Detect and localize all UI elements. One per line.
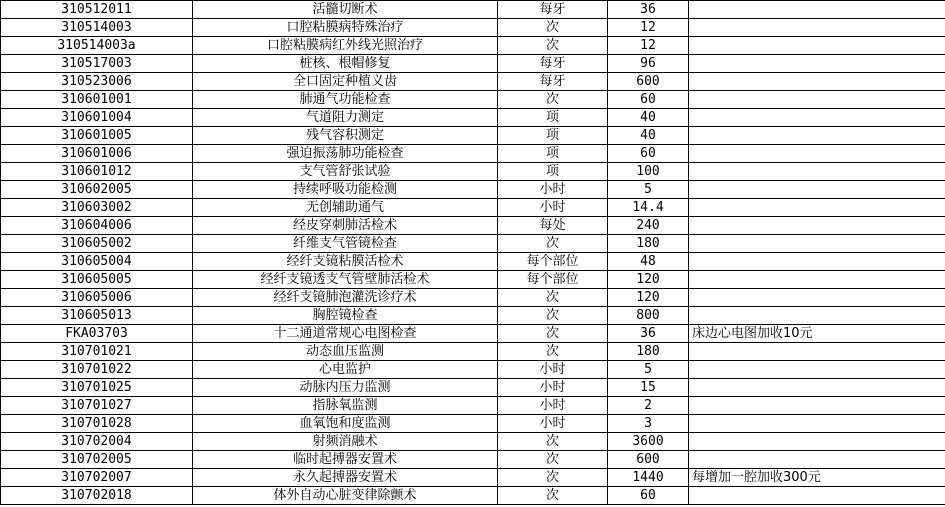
item-price-cell: 5 (608, 361, 689, 379)
item-name-cell: 射频消融术 (193, 433, 498, 451)
item-price-cell: 36 (608, 1, 689, 19)
item-unit-cell: 次 (498, 19, 608, 37)
item-note-cell (689, 433, 945, 451)
item-price-cell: 120 (608, 289, 689, 307)
table-row (1, 109, 945, 127)
item-note-cell (689, 217, 945, 235)
item-name-cell: 经纤支镜粘膜活检术 (193, 253, 498, 271)
item-code-cell: 310701027 (1, 397, 193, 415)
table-row (1, 91, 945, 109)
item-code-cell: 310605004 (1, 253, 193, 271)
item-code-cell: 310701021 (1, 343, 193, 361)
item-code-cell: 310701028 (1, 415, 193, 433)
item-price-cell: 1440 (608, 469, 689, 487)
item-note-cell (689, 199, 945, 217)
item-note-cell (689, 289, 945, 307)
item-code-cell: 310514003a (1, 37, 193, 55)
item-code-cell: 310702007 (1, 469, 193, 487)
item-name-cell: 经纤支镜透支气管壁肺活检术 (193, 271, 498, 289)
item-price-cell: 100 (608, 163, 689, 181)
table-row (1, 343, 945, 361)
table-row (1, 361, 945, 379)
table-row (1, 397, 945, 415)
item-name-cell: 体外自动心脏变律除颤术 (193, 487, 498, 505)
item-price-cell: 48 (608, 253, 689, 271)
item-note-cell (689, 127, 945, 145)
item-unit-cell: 项 (498, 145, 608, 163)
item-note-cell (689, 109, 945, 127)
item-code-cell: 310601001 (1, 91, 193, 109)
item-price-cell: 96 (608, 55, 689, 73)
item-name-cell: 纤维支气管镜检查 (193, 235, 498, 253)
item-unit-cell: 小时 (498, 181, 608, 199)
item-name-cell: 永久起搏器安置术 (193, 469, 498, 487)
item-unit-cell: 次 (498, 307, 608, 325)
table-row (1, 379, 945, 397)
item-unit-cell: 次 (498, 487, 608, 505)
item-unit-cell: 次 (498, 37, 608, 55)
item-code-cell: 310605002 (1, 235, 193, 253)
item-note-cell (689, 397, 945, 415)
item-note-cell (689, 181, 945, 199)
item-name-cell: 强迫振荡肺功能检查 (193, 145, 498, 163)
item-note-cell (689, 361, 945, 379)
item-unit-cell: 次 (498, 451, 608, 469)
item-note-cell (689, 451, 945, 469)
table-row (1, 235, 945, 253)
item-code-cell: 310601005 (1, 127, 193, 145)
item-name-cell: 经纤支镜肺泡灌洗诊疗术 (193, 289, 498, 307)
item-unit-cell: 次 (498, 235, 608, 253)
item-unit-cell: 小时 (498, 379, 608, 397)
item-name-cell: 气道阻力测定 (193, 109, 498, 127)
item-note-cell (689, 415, 945, 433)
item-name-cell: 动脉内压力监测 (193, 379, 498, 397)
table-row (1, 55, 945, 73)
item-price-cell: 40 (608, 109, 689, 127)
item-unit-cell: 小时 (498, 361, 608, 379)
item-code-cell: 310701025 (1, 379, 193, 397)
item-price-cell: 12 (608, 37, 689, 55)
item-code-cell: 310514003 (1, 19, 193, 37)
item-price-cell: 60 (608, 487, 689, 505)
item-unit-cell: 每个部位 (498, 271, 608, 289)
item-unit-cell: 次 (498, 433, 608, 451)
table-row (1, 325, 945, 343)
table-row (1, 487, 945, 505)
item-note-cell (689, 55, 945, 73)
item-unit-cell: 次 (498, 325, 608, 343)
item-price-cell: 800 (608, 307, 689, 325)
item-price-cell: 5 (608, 181, 689, 199)
item-unit-cell: 每牙 (498, 73, 608, 91)
table-row (1, 307, 945, 325)
item-price-cell: 60 (608, 145, 689, 163)
table-row (1, 73, 945, 91)
table-row (1, 217, 945, 235)
table-row (1, 415, 945, 433)
item-note-cell: 每增加一腔加收300元 (689, 469, 945, 487)
item-price-cell: 14.4 (608, 199, 689, 217)
item-name-cell: 残气容积测定 (193, 127, 498, 145)
table-row (1, 181, 945, 199)
table-row (1, 19, 945, 37)
item-name-cell: 肺通气功能检查 (193, 91, 498, 109)
item-code-cell: 310702005 (1, 451, 193, 469)
item-unit-cell: 小时 (498, 199, 608, 217)
item-code-cell: 310602005 (1, 181, 193, 199)
item-unit-cell: 次 (498, 289, 608, 307)
table-row (1, 451, 945, 469)
item-name-cell: 心电监护 (193, 361, 498, 379)
item-code-cell: 310605006 (1, 289, 193, 307)
item-unit-cell: 小时 (498, 397, 608, 415)
item-price-cell: 3600 (608, 433, 689, 451)
item-name-cell: 胸腔镜检查 (193, 307, 498, 325)
table-row (1, 271, 945, 289)
item-price-cell: 36 (608, 325, 689, 343)
item-code-cell: 310523006 (1, 73, 193, 91)
item-price-cell: 3 (608, 415, 689, 433)
item-price-cell: 15 (608, 379, 689, 397)
item-note-cell (689, 343, 945, 361)
item-code-cell: 310605005 (1, 271, 193, 289)
table-row (1, 289, 945, 307)
item-note-cell (689, 73, 945, 91)
item-price-cell: 180 (608, 343, 689, 361)
item-name-cell: 全口固定种植义齿 (193, 73, 498, 91)
item-price-cell: 240 (608, 217, 689, 235)
item-name-cell: 桩核、根帽修复 (193, 55, 498, 73)
fee-table-body (1, 1, 945, 505)
item-unit-cell: 项 (498, 163, 608, 181)
item-note-cell: 床边心电图加收10元 (689, 325, 945, 343)
item-note-cell (689, 235, 945, 253)
item-price-cell: 40 (608, 127, 689, 145)
item-code-cell: 310603002 (1, 199, 193, 217)
item-price-cell: 2 (608, 397, 689, 415)
item-note-cell (689, 91, 945, 109)
item-note-cell (689, 19, 945, 37)
item-code-cell: 310601006 (1, 145, 193, 163)
item-code-cell: FKA03703 (1, 325, 193, 343)
item-name-cell: 指脉氧监测 (193, 397, 498, 415)
table-row (1, 199, 945, 217)
table-row (1, 163, 945, 181)
table-row (1, 37, 945, 55)
item-name-cell: 十二通道常规心电图检查 (193, 325, 498, 343)
item-note-cell (689, 307, 945, 325)
item-name-cell: 支气管舒张试验 (193, 163, 498, 181)
item-code-cell: 310702018 (1, 487, 193, 505)
item-name-cell: 血氧饱和度监测 (193, 415, 498, 433)
table-row (1, 1, 945, 19)
item-note-cell (689, 379, 945, 397)
item-unit-cell: 次 (498, 469, 608, 487)
item-name-cell: 无创辅助通气 (193, 199, 498, 217)
item-name-cell: 口腔粘膜病红外线光照治疗 (193, 37, 498, 55)
item-unit-cell: 每个部位 (498, 253, 608, 271)
item-code-cell: 310512011 (1, 1, 193, 19)
item-code-cell: 310605013 (1, 307, 193, 325)
item-note-cell (689, 37, 945, 55)
table-row (1, 145, 945, 163)
item-name-cell: 活髓切断术 (193, 1, 498, 19)
item-code-cell: 310701022 (1, 361, 193, 379)
item-unit-cell: 项 (498, 109, 608, 127)
item-name-cell: 经皮穿刺肺活检术 (193, 217, 498, 235)
item-code-cell: 310604006 (1, 217, 193, 235)
item-name-cell: 临时起搏器安置术 (193, 451, 498, 469)
table-row (1, 433, 945, 451)
item-note-cell (689, 253, 945, 271)
item-name-cell: 持续呼吸功能检测 (193, 181, 498, 199)
item-note-cell (689, 487, 945, 505)
item-unit-cell: 次 (498, 91, 608, 109)
item-name-cell: 口腔粘膜病特殊治疗 (193, 19, 498, 37)
table-row (1, 127, 945, 145)
item-price-cell: 12 (608, 19, 689, 37)
item-note-cell (689, 271, 945, 289)
table-row (1, 469, 945, 487)
item-code-cell: 310601004 (1, 109, 193, 127)
item-price-cell: 600 (608, 73, 689, 91)
item-unit-cell: 每处 (498, 217, 608, 235)
item-note-cell (689, 1, 945, 19)
item-price-cell: 60 (608, 91, 689, 109)
item-unit-cell: 次 (498, 343, 608, 361)
item-unit-cell: 项 (498, 127, 608, 145)
item-note-cell (689, 163, 945, 181)
item-price-cell: 120 (608, 271, 689, 289)
item-code-cell: 310601012 (1, 163, 193, 181)
item-price-cell: 180 (608, 235, 689, 253)
item-name-cell: 动态血压监测 (193, 343, 498, 361)
item-unit-cell: 小时 (498, 415, 608, 433)
item-unit-cell: 每牙 (498, 55, 608, 73)
item-code-cell: 310702004 (1, 433, 193, 451)
item-unit-cell: 每牙 (498, 1, 608, 19)
item-note-cell (689, 145, 945, 163)
table-row (1, 253, 945, 271)
item-code-cell: 310517003 (1, 55, 193, 73)
item-price-cell: 600 (608, 451, 689, 469)
